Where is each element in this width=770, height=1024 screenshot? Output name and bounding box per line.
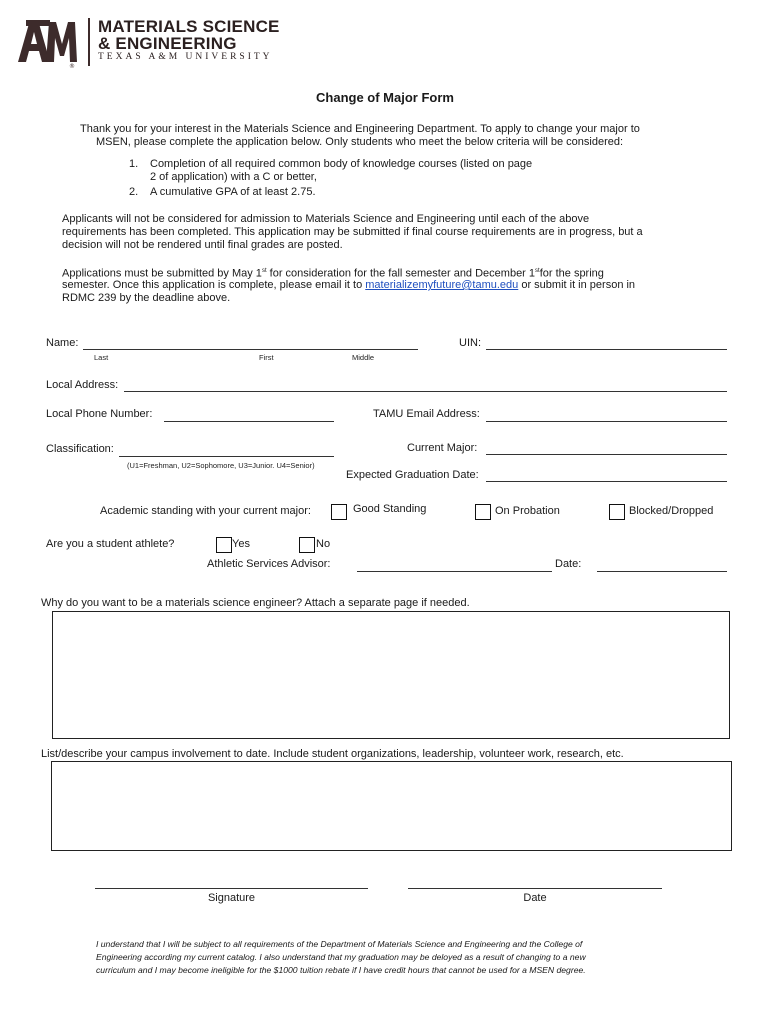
advisor-date-label: Date: bbox=[555, 558, 582, 570]
signature-field[interactable] bbox=[95, 888, 368, 889]
signature-label: Signature bbox=[207, 892, 256, 904]
disclaimer-line3: curriculum and I may become ineligible for the $1000 tuition rebate if I have credit hours that cannot be used for a MSEN degree. bbox=[96, 965, 586, 975]
expected-graduation-field[interactable] bbox=[486, 481, 727, 482]
tamu-email-label: TAMU Email Address: bbox=[373, 408, 480, 420]
local-phone-field[interactable] bbox=[164, 421, 334, 422]
on-probation-checkbox[interactable] bbox=[475, 504, 491, 520]
atm-logo-icon bbox=[16, 14, 78, 70]
classification-label: Classification: bbox=[46, 443, 114, 455]
header-divider bbox=[88, 18, 90, 66]
athletic-advisor-field[interactable] bbox=[357, 571, 552, 572]
why-question-label: Why do you want to be a materials science engineer? Attach a separate page if needed. bbox=[41, 597, 470, 609]
tamu-email-field[interactable] bbox=[486, 421, 727, 422]
disclaimer-line1: I understand that I will be subject to all requirements of the Department of Materials Science and Engineering and the College of bbox=[96, 939, 583, 949]
policy-line2: requirements has been completed. This application may be submitted if final course requirements are in progress, but a bbox=[62, 226, 643, 238]
university-name: TEXAS A&M UNIVERSITY bbox=[98, 52, 273, 62]
classification-field[interactable] bbox=[119, 456, 334, 457]
classification-hint: (U1=Freshman, U2=Sophomore, U3=Junior. U4=Senior) bbox=[127, 461, 315, 470]
disclaimer-line2: Engineering according my current catalog. I also understand that my graduation may be deloyed as a result of changing to a new bbox=[96, 952, 586, 962]
why-answer-textarea[interactable] bbox=[52, 611, 730, 739]
signature-date-label: Date bbox=[523, 892, 547, 904]
blocked-dropped-label: Blocked/Dropped bbox=[629, 505, 714, 517]
current-major-field[interactable] bbox=[486, 454, 727, 455]
deadline-text-b: for consideration for the fall semester and December 1 bbox=[266, 267, 536, 280]
expected-graduation-label: Expected Graduation Date: bbox=[346, 469, 479, 481]
current-major-label: Current Major: bbox=[407, 442, 478, 454]
deadline-line3: RDMC 239 by the deadline above. bbox=[62, 292, 231, 304]
name-field[interactable] bbox=[83, 349, 418, 350]
athlete-no-label: No bbox=[316, 538, 331, 550]
dept-name-line1: MATERIALS SCIENCE bbox=[98, 17, 280, 36]
deadline-text-e: or submit it in person in bbox=[518, 279, 636, 291]
page-title: Change of Major Form bbox=[316, 90, 454, 105]
athlete-yes-checkbox[interactable] bbox=[216, 537, 232, 553]
policy-line3: decision will not be rendered until final grades are posted. bbox=[62, 239, 343, 251]
local-address-field[interactable] bbox=[124, 391, 727, 392]
on-probation-label: On Probation bbox=[495, 505, 560, 517]
intro-line1: Thank you for your interest in the Materials Science and Engineering Department. To apply to change your major to bbox=[80, 123, 640, 135]
deadline-line2 bbox=[62, 279, 635, 292]
deadline-text-d: semester. Once this application is complete, please email it to bbox=[62, 279, 366, 291]
deadline-text-a: Applications must be submitted by May 1 bbox=[62, 267, 262, 280]
intro-line2: MSEN, please complete the application below. Only students who meet the below criteria will be considered: bbox=[96, 136, 624, 148]
name-first-hint: First bbox=[259, 353, 274, 362]
name-middle-hint: Middle bbox=[352, 353, 375, 362]
svg-text:®: ® bbox=[69, 63, 75, 70]
ordinal-st: st bbox=[535, 268, 540, 274]
blocked-dropped-checkbox[interactable] bbox=[609, 504, 625, 520]
athlete-yes-label: Yes bbox=[232, 538, 250, 550]
deadline-text-c: for the spring bbox=[539, 267, 604, 280]
university-logo bbox=[16, 14, 78, 70]
involvement-answer-textarea[interactable] bbox=[51, 761, 732, 851]
uin-label: UIN: bbox=[459, 337, 481, 349]
name-label: Name: bbox=[46, 337, 79, 349]
criterion-1-line1: Completion of all required common body of knowledge courses (listed on page bbox=[150, 158, 533, 170]
involvement-question-label: List/describe your campus involvement to date. Include student organizations, leadership, volunteer work, research, etc. bbox=[41, 748, 624, 760]
good-standing-checkbox[interactable] bbox=[331, 504, 347, 520]
signature-date-field[interactable] bbox=[408, 888, 662, 889]
criterion-1-line2: 2 of application) with a C or better, bbox=[150, 171, 317, 183]
athlete-no-checkbox[interactable] bbox=[299, 537, 315, 553]
local-address-label: Local Address: bbox=[46, 379, 119, 391]
athletic-advisor-label: Athletic Services Advisor: bbox=[207, 558, 331, 570]
academic-standing-label: Academic standing with your current major: bbox=[100, 505, 311, 517]
local-phone-label: Local Phone Number: bbox=[46, 408, 153, 420]
advisor-date-field[interactable] bbox=[597, 571, 727, 572]
criterion-2-line1: A cumulative GPA of at least 2.75. bbox=[150, 186, 316, 198]
ordinal-st: st bbox=[261, 268, 267, 274]
student-athlete-label: Are you a student athlete? bbox=[46, 538, 175, 550]
dept-name-line2: & ENGINEERING bbox=[98, 34, 237, 53]
good-standing-label: Good Standing bbox=[353, 503, 427, 515]
criterion-1-number: 1. bbox=[129, 158, 139, 170]
criterion-2-number: 2. bbox=[129, 186, 139, 198]
name-last-hint: Last bbox=[94, 353, 109, 362]
policy-line1: Applicants will not be considered for admission to Materials Science and Engineering until each of the above bbox=[62, 213, 590, 225]
uin-field[interactable] bbox=[486, 349, 727, 350]
submission-email-link[interactable]: materializemyfuture@tamu.edu bbox=[365, 279, 519, 291]
